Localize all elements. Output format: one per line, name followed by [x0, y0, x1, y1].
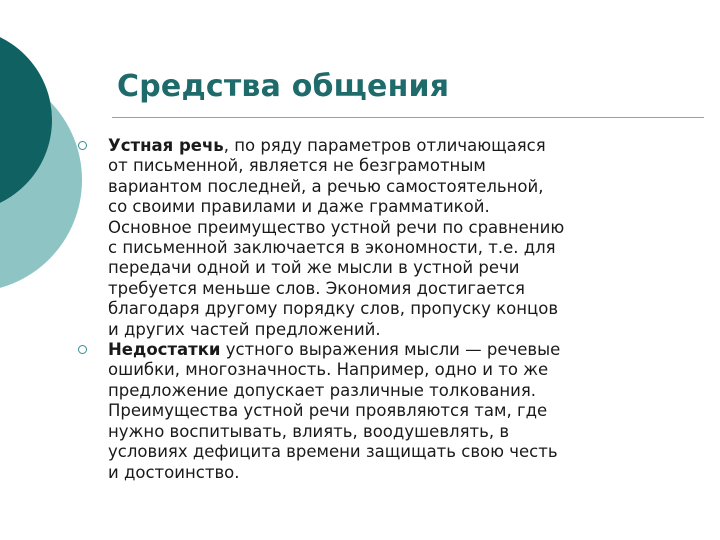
- bullet-text: , по ряду параметров отличающаяся: [223, 136, 546, 155]
- bullet-line: от письменной, является не безграмотным: [108, 156, 486, 176]
- bullet-line: требуется меньше слов. Экономия достигается: [108, 278, 525, 298]
- bullet-line: Основное преимущество устной речи по сравнению: [108, 217, 565, 237]
- bullet-line: нужно воспитывать, влиять, воодушевлять, в: [108, 421, 510, 441]
- bullet-line: благодаря другому порядку слов, пропуску концов: [108, 299, 559, 319]
- bullet-lead-shortcomings: Недостатки: [108, 340, 221, 360]
- bullet-item-shortcomings: [78, 340, 690, 483]
- slide-title: Средства общения: [117, 69, 450, 104]
- bullet-line: вариантом последней, а речью самостоятельной,: [108, 176, 544, 196]
- bullet-lead-oral-speech: Устная речь: [108, 136, 224, 155]
- circle-bullet-icon: [78, 141, 87, 150]
- bullet-item-oral-speech: [78, 136, 690, 340]
- bullet-line: ошибки, многозначность. Например, одно и то же: [108, 360, 549, 380]
- bullet-line: с письменной заключается в экономности, т.е. для: [108, 238, 556, 258]
- bullet-line: предложение допускает различные толкования.: [108, 380, 537, 400]
- bullet-line: [108, 136, 690, 156]
- title-divider: [112, 117, 704, 118]
- bullet-line: со своими правилами и даже грамматикой.: [108, 197, 490, 217]
- bullet-line: и достоинство.: [108, 462, 240, 482]
- bullet-line: условиях дефицита времени защищать свою честь: [108, 442, 558, 462]
- bullet-line: [108, 340, 690, 360]
- bullet-line: и других частей предложений.: [108, 319, 381, 339]
- bullet-line: передачи одной и той же мысли в устной речи: [108, 258, 520, 278]
- bullet-text: устного выражения мысли — речевые: [220, 340, 561, 360]
- bullet-list: [78, 136, 690, 483]
- bullet-line: Преимущества устной речи проявляются там, где: [108, 401, 548, 421]
- circle-bullet-icon: [78, 345, 87, 354]
